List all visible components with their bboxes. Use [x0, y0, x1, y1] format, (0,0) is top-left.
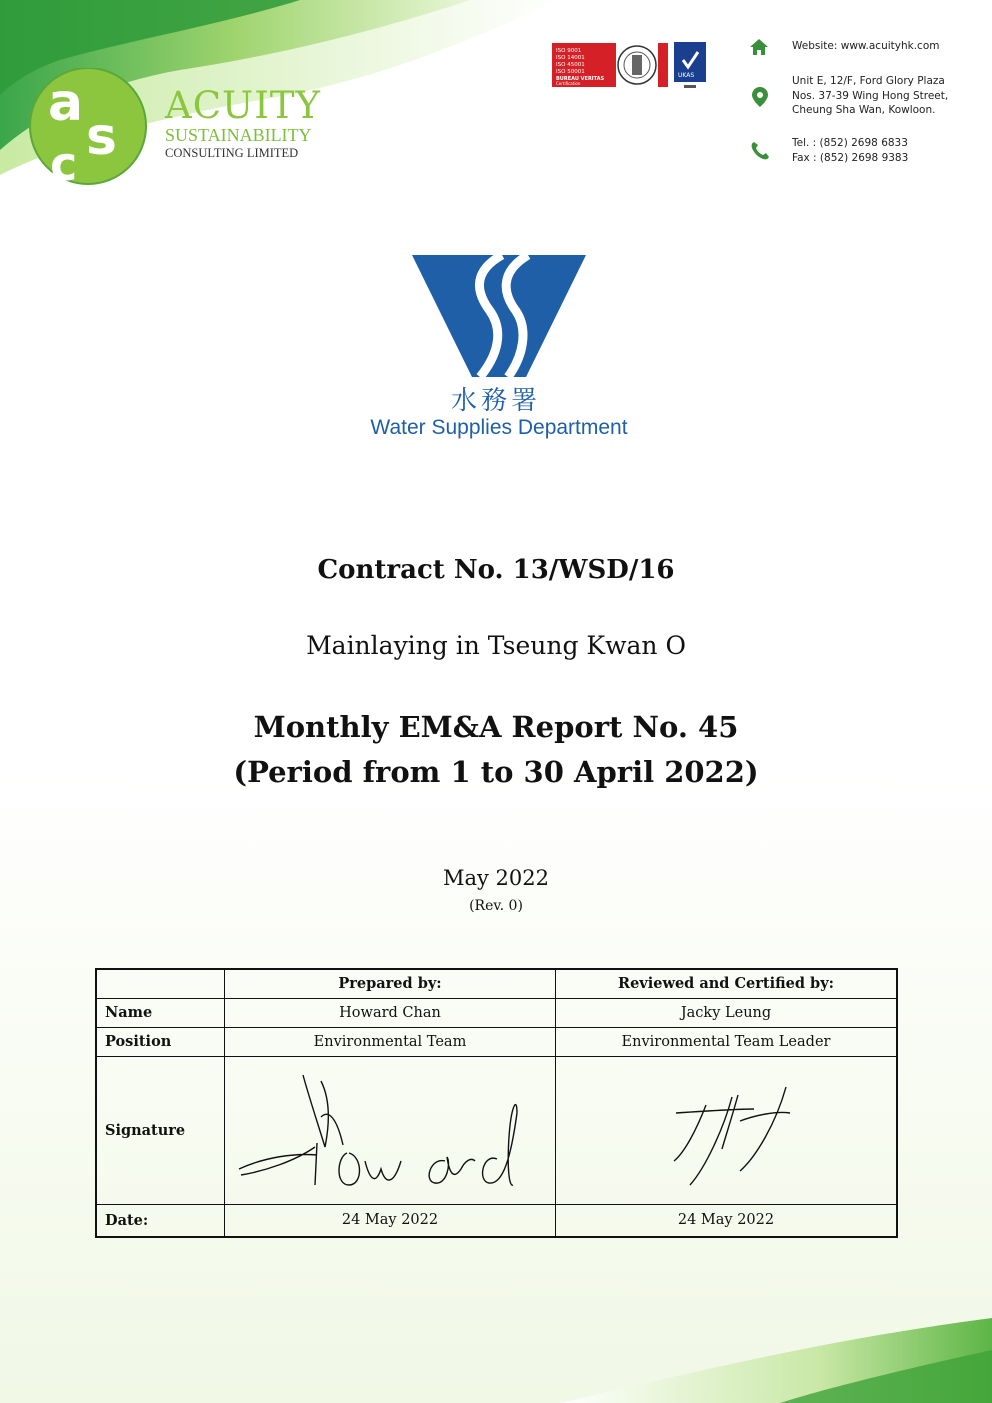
fax: Fax : (852) 2698 9383: [792, 151, 909, 164]
signature-label: Signature: [96, 1056, 225, 1204]
address-line-1: Unit E, 12/F, Ford Glory Plaza: [792, 75, 945, 87]
svg-text:a: a: [48, 73, 84, 133]
contact-phone: [792, 136, 908, 165]
contact-address: [792, 74, 948, 118]
table-row: [96, 1056, 897, 1204]
date-label: Date:: [96, 1204, 225, 1237]
report-revision: (Rev. 0): [469, 898, 523, 914]
reviewed-date: 24 May 2022: [556, 1204, 898, 1237]
client-name-english: Water Supplies Department: [370, 416, 628, 439]
table-row: [96, 1204, 897, 1237]
company-name-line3: CONSULTING LIMITED: [165, 146, 299, 160]
prepared-date: 24 May 2022: [225, 1204, 556, 1237]
prepared-signature-image: [225, 1057, 555, 1203]
tel: Tel. : (852) 2698 6833: [792, 137, 908, 149]
contract-number: Contract No. 13/WSD/16: [317, 555, 675, 585]
svg-text:BUREAU VERITAS: BUREAU VERITAS: [556, 76, 605, 82]
address-line-2: Nos. 37-39 Wing Hong Street,: [792, 89, 949, 102]
company-name: ACUITY: [165, 84, 321, 127]
position-label: Position: [96, 1027, 225, 1056]
water-supplies-department-logo: [410, 255, 588, 377]
project-name: Mainlaying in Tseung Kwan O: [306, 631, 686, 660]
reviewed-position: Environmental Team Leader: [556, 1027, 898, 1056]
table-header-row: [96, 969, 897, 998]
table-row: [96, 1027, 897, 1056]
ukas-cert-badge: [674, 42, 706, 90]
client-name-chinese: 水務署: [450, 386, 541, 416]
svg-text:c: c: [50, 137, 78, 188]
phone-icon: [749, 140, 771, 162]
report-title: Monthly EM&A Report No. 45: [253, 710, 739, 744]
location-pin-icon: [749, 86, 771, 108]
reviewed-name: Jacky Leung: [556, 998, 898, 1027]
svg-text:s: s: [86, 107, 117, 167]
report-date: May 2022: [442, 866, 549, 890]
name-label: Name: [96, 998, 225, 1027]
signoff-table: [95, 968, 898, 1238]
prepared-name: Howard Chan: [225, 998, 556, 1027]
prepared-by-header: Prepared by:: [225, 969, 556, 998]
svg-text:Certification: Certification: [556, 81, 581, 86]
header-blank-cell: [96, 969, 225, 998]
svg-text:ISO 14001: ISO 14001: [556, 55, 585, 61]
reviewed-by-header: Reviewed and Certified by:: [556, 969, 898, 998]
svg-text:ISO 50001: ISO 50001: [556, 69, 585, 75]
report-period: (Period from 1 to 30 April 2022): [233, 755, 759, 789]
svg-text:ISO 45001: ISO 45001: [556, 62, 585, 68]
prepared-signature-cell: [225, 1056, 556, 1204]
svg-text:UKAS: UKAS: [678, 72, 695, 79]
address-line-3: Cheung Sha Wan, Kowloon.: [792, 104, 936, 116]
prepared-position: Environmental Team: [225, 1027, 556, 1056]
bureau-veritas-cert-badge: [552, 43, 668, 87]
reviewed-signature-image: [556, 1057, 896, 1203]
table-row: [96, 998, 897, 1027]
company-name-line2: SUSTAINABILITY: [165, 125, 312, 145]
contact-website: Website: www.acuityhk.com: [792, 40, 940, 52]
home-icon: [748, 36, 770, 58]
svg-text:ISO 9001: ISO 9001: [556, 48, 582, 54]
reviewed-signature-cell: [556, 1056, 898, 1204]
